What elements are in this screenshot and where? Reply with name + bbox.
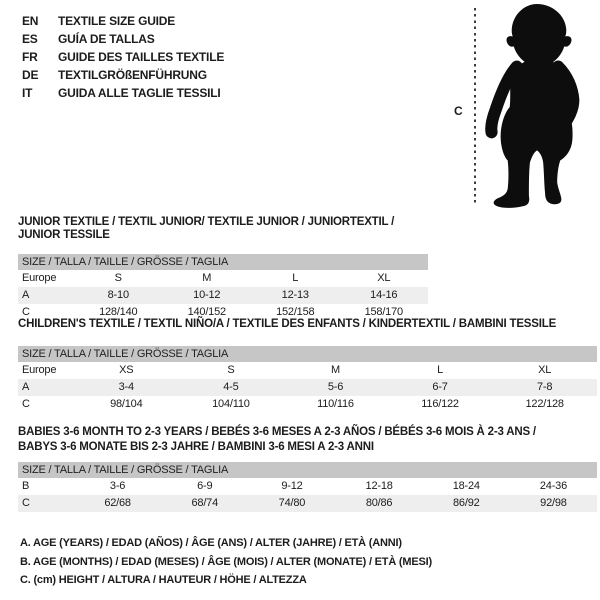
- size-col-header: S: [227, 364, 235, 376]
- height-value: 86/92: [453, 497, 480, 509]
- size-col-header: M: [331, 364, 340, 376]
- language-row-fr: [22, 48, 224, 66]
- guide-title-en: TEXTILE SIZE GUIDE: [58, 14, 176, 28]
- height-value: 110/116: [317, 398, 354, 410]
- age-months-value: 18-24: [452, 480, 480, 492]
- region-label: Europe: [22, 364, 57, 376]
- language-title-list: [22, 12, 224, 102]
- size-col-header: S: [114, 272, 122, 284]
- language-row-en: [22, 12, 224, 30]
- age-value: 10-12: [193, 289, 221, 301]
- footnote-height-cm: C. (cm) HEIGHT / ALTURA / HAUTEUR / HÖHE / ALTEZZA: [20, 574, 307, 586]
- region-label: Europe: [22, 272, 57, 284]
- size-col-header: XL: [377, 272, 391, 284]
- size-header-bar: SIZE / TALLA / TAILLE / GRÖSSE / TAGLIA: [18, 254, 428, 270]
- age-value: 12-13: [281, 289, 309, 301]
- row-label: B: [22, 480, 30, 492]
- footnote-age-months: B. AGE (MONTHS) / EDAD (MESES) / ÂGE (MOIS) / ALTER (MONATE) / ETÀ (MESI): [20, 555, 432, 568]
- junior-table-title: JUNIOR TEXTILE / TEXTIL JUNIOR/ TEXTILE JUNIOR / JUNIORTEXTIL / JUNIOR TESSILE: [18, 216, 395, 241]
- height-value: 80/86: [365, 497, 393, 509]
- size-header-bar: SIZE / TALLA / TAILLE / GRÖSSE / TAGLIA: [18, 462, 597, 478]
- age-value: 14-16: [370, 289, 398, 301]
- age-months-value: 9-12: [281, 480, 303, 492]
- guide-title-it: GUIDA ALLE TAGLIE TESSILI: [58, 86, 221, 100]
- language-code: DE: [22, 68, 39, 82]
- legend-footnotes: [20, 534, 432, 590]
- height-value: 62/68: [104, 497, 131, 509]
- table-row-height: [18, 396, 597, 413]
- footnote-age-years: A. AGE (YEARS) / EDAD (AÑOS) / ÂGE (ANS) / ALTER (JAHRE) / ETÀ (ANNI): [20, 537, 402, 549]
- age-value: 5-6: [327, 381, 344, 393]
- language-row-es: [22, 30, 224, 48]
- row-label: C: [22, 306, 30, 318]
- table-row-age-months: [18, 478, 597, 495]
- junior-size-table: [18, 216, 428, 321]
- age-months-value: 6-9: [197, 480, 213, 492]
- height-measure-figure: [440, 0, 600, 215]
- age-months-value: 24-36: [539, 480, 568, 492]
- size-col-header: XS: [119, 364, 134, 376]
- age-value: 7-8: [537, 381, 553, 393]
- height-value: 92/98: [540, 497, 567, 509]
- row-label: C: [22, 398, 30, 410]
- language-row-de: [22, 66, 224, 84]
- children-table-title: CHILDREN'S TEXTILE / TEXTIL NIÑO/A / TEXTILE DES ENFANTS / KINDERTEXTIL / BAMBINI TESSILE: [18, 318, 557, 330]
- language-row-it: [22, 84, 224, 102]
- age-months-value: 12-18: [365, 480, 393, 492]
- height-measure-label: C: [454, 104, 463, 118]
- table-row-age: [18, 379, 597, 396]
- height-value: 68/74: [191, 497, 219, 509]
- babies-table-title-line1: BABIES 3-6 MONTH TO 2-3 YEARS / BEBÉS 3-6 MESES A 2-3 AÑOS / BÉBÉS 3-6 MOIS À 2-3 ANS /: [18, 426, 536, 438]
- height-value: 158/170: [364, 306, 403, 318]
- height-value: 98/104: [110, 398, 143, 410]
- height-value: 116/122: [421, 398, 459, 410]
- age-value: 6-7: [432, 381, 448, 393]
- table-row-age: [18, 287, 428, 304]
- height-value: 140/152: [187, 306, 226, 318]
- size-col-header: L: [437, 364, 444, 376]
- guide-title-fr: GUIDE DES TAILLES TEXTILE: [58, 50, 225, 64]
- baby-silhouette-icon: [483, 3, 595, 210]
- row-label: A: [22, 289, 30, 301]
- size-col-header: L: [292, 272, 299, 284]
- age-value: 4-5: [223, 381, 239, 393]
- babies-size-table: [18, 425, 597, 512]
- height-value: 104/110: [212, 398, 250, 410]
- age-value: 3-4: [118, 381, 134, 393]
- size-col-header: M: [202, 272, 212, 284]
- age-value: 8-10: [107, 289, 129, 301]
- row-label: C: [22, 497, 30, 509]
- size-header-bar: SIZE / TALLA / TAILLE / GRÖSSE / TAGLIA: [18, 346, 597, 362]
- height-dotted-line: [474, 8, 476, 206]
- language-code: ES: [22, 32, 38, 46]
- row-label: A: [22, 381, 30, 393]
- language-code: IT: [22, 86, 33, 100]
- babies-table-title-line2: BABYS 3-6 MONATE BIS 2-3 JAHRE / BAMBINI 3-6 MESI A 2-3 ANNI: [18, 441, 374, 453]
- age-months-value: 3-6: [109, 480, 126, 492]
- column-header-row: [18, 362, 597, 379]
- guide-title-de: TEXTILGRÖßENFÜHRUNG: [58, 68, 207, 82]
- size-col-header: XL: [538, 364, 552, 376]
- height-value: 128/140: [99, 306, 138, 318]
- column-header-row: [18, 270, 428, 287]
- height-value: 122/128: [525, 398, 564, 410]
- language-code: EN: [22, 14, 39, 28]
- children-size-table: [18, 318, 597, 413]
- height-value: 152/158: [276, 306, 315, 318]
- guide-title-es: GUÍA DE TALLAS: [58, 32, 155, 46]
- height-value: 74/80: [278, 497, 306, 509]
- language-code: FR: [22, 50, 38, 64]
- table-row-height: [18, 495, 597, 512]
